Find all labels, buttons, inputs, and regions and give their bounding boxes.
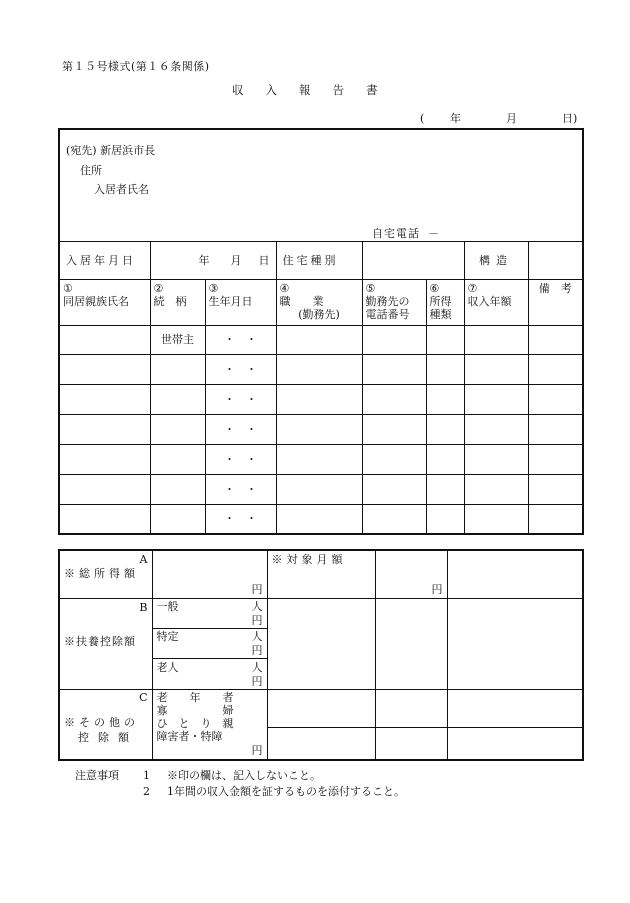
annual-income-cell[interactable] — [464, 384, 528, 414]
header-label: 勤務先の — [365, 294, 410, 308]
elderly-label: 老人 — [156, 660, 179, 674]
work-phone-cell[interactable] — [362, 325, 426, 354]
general-people: 人 — [251, 599, 263, 613]
phone-dash: － — [428, 227, 439, 240]
report-date — [420, 110, 577, 126]
note-text: ※印の欄は、記入しないこと。 — [167, 769, 321, 782]
family-name-cell[interactable] — [59, 354, 150, 384]
birthdate-cell[interactable]: ・ ・ — [205, 414, 276, 444]
occupation-cell[interactable] — [276, 354, 362, 384]
work-phone-cell[interactable] — [362, 384, 426, 414]
other-deduction-area-5[interactable] — [375, 727, 447, 760]
page-title: 収入報告書 — [232, 83, 400, 97]
dependent-area-1[interactable] — [267, 598, 375, 689]
header-num: ⑦ — [467, 281, 478, 295]
table-row — [59, 354, 583, 384]
other-deduction-area-4[interactable] — [267, 727, 375, 760]
disability-line: 障害者・特障 — [156, 729, 223, 743]
elderly-dependent-cell[interactable] — [152, 658, 267, 689]
target-monthly-field[interactable] — [375, 550, 447, 598]
dependent-deduction-label: ※扶養控除額 — [64, 634, 136, 648]
header-sub: 電話番号 — [365, 307, 410, 321]
date-day: 日) — [562, 112, 578, 125]
income-type-cell[interactable] — [426, 414, 464, 444]
remarks-cell[interactable] — [528, 384, 583, 414]
remarks-cell[interactable] — [528, 325, 583, 354]
header-label: 備 考 — [538, 281, 572, 295]
housing-type-label: 住宅種別 — [276, 241, 362, 279]
annual-income-cell[interactable] — [464, 414, 528, 444]
relation-cell[interactable] — [150, 474, 205, 504]
header-num: ⑤ — [365, 281, 376, 295]
table-row — [59, 414, 583, 444]
family-name-cell[interactable] — [59, 474, 150, 504]
occupation-cell[interactable] — [276, 325, 362, 354]
occupation-cell[interactable] — [276, 384, 362, 414]
income-type-cell[interactable] — [426, 474, 464, 504]
remarks-cell[interactable] — [528, 504, 583, 534]
work-phone-cell[interactable] — [362, 444, 426, 474]
specific-people: 人 — [251, 629, 263, 643]
income-type-cell[interactable] — [426, 384, 464, 414]
home-phone-label: 自宅電話 — [372, 227, 420, 240]
annual-income-cell[interactable] — [464, 474, 528, 504]
header-work-phone — [362, 279, 426, 325]
work-phone-cell[interactable] — [362, 504, 426, 534]
family-name-cell[interactable] — [59, 384, 150, 414]
table-row — [59, 444, 583, 474]
relation-cell[interactable] — [150, 504, 205, 534]
table-row — [59, 504, 583, 534]
header-label: 職 業 — [279, 294, 324, 308]
move-in-day: 日 — [258, 253, 270, 267]
header-sub: (勤務先) — [298, 307, 340, 321]
widow-line: 寡 婦 — [156, 703, 234, 717]
form-number: 第１５号様式(第１６条関係) — [62, 60, 210, 73]
header-label: 続 柄 — [153, 294, 187, 308]
header-num: ① — [63, 281, 73, 295]
date-year: 年 — [450, 112, 461, 125]
birthdate-cell[interactable]: ・ ・ — [205, 474, 276, 504]
dependent-area-3[interactable] — [447, 598, 583, 689]
specific-dependent-cell[interactable] — [152, 628, 267, 658]
total-income-field[interactable] — [152, 550, 267, 598]
income-type-cell[interactable] — [426, 354, 464, 384]
note-text: 1年間の収入金額を証するものを添付すること。 — [167, 785, 405, 798]
header-annual-income — [464, 279, 528, 325]
header-remarks — [528, 279, 583, 325]
annual-income-cell[interactable] — [464, 504, 528, 534]
general-label: 一般 — [156, 599, 179, 613]
header-family-name — [59, 279, 150, 325]
other-deduction-label-1: ※その他の — [64, 715, 139, 729]
work-phone-cell[interactable] — [362, 414, 426, 444]
other-deduction-area-6[interactable] — [447, 727, 583, 760]
relation-cell[interactable] — [150, 354, 205, 384]
work-phone-cell[interactable] — [362, 474, 426, 504]
total-income-label-cell — [59, 550, 152, 598]
general-yen: 円 — [251, 613, 263, 627]
annual-income-cell[interactable] — [464, 354, 528, 384]
dependent-deduction-label-cell — [59, 598, 152, 689]
move-in-date-field[interactable] — [150, 241, 276, 279]
header-label: 生年月日 — [208, 294, 253, 308]
housing-type-field[interactable] — [362, 241, 464, 279]
header-num: ④ — [279, 281, 290, 295]
total-income-label: ※総所得額 — [64, 567, 139, 580]
remarks-cell[interactable] — [528, 414, 583, 444]
note-number: 2 — [143, 785, 150, 798]
table-row — [59, 384, 583, 414]
header-occupation — [276, 279, 362, 325]
birthdate-cell[interactable]: ・ ・ — [205, 354, 276, 384]
dependent-area-2[interactable] — [375, 598, 447, 689]
relation-cell[interactable] — [150, 414, 205, 444]
other-deduction-area-1[interactable] — [267, 689, 375, 727]
structure-field[interactable] — [528, 241, 583, 279]
single-parent-line: ひ と り 親 — [156, 716, 234, 730]
move-in-date-label: 入居年月日 — [59, 241, 150, 279]
birthdate-cell[interactable]: ・ ・ — [205, 384, 276, 414]
elderly-people: 人 — [251, 660, 263, 674]
income-calculation-table — [58, 549, 584, 761]
birthdate-cell[interactable]: ・ ・ — [205, 325, 276, 354]
address-label: 住所 — [80, 164, 102, 177]
occupation-cell[interactable] — [276, 414, 362, 444]
birthdate-cell[interactable]: ・ ・ — [205, 444, 276, 474]
birthdate-cell[interactable]: ・ ・ — [205, 504, 276, 534]
elderly-yen: 円 — [251, 674, 263, 688]
remarks-cell[interactable] — [528, 444, 583, 474]
header-num: ② — [153, 281, 164, 295]
target-monthly-label: ※対象月額 — [271, 553, 347, 566]
income-type-cell[interactable] — [426, 325, 464, 354]
elderly-person-line: 老 年 者 — [156, 690, 234, 704]
resident-info-table — [58, 128, 584, 535]
family-name-cell[interactable] — [59, 504, 150, 534]
notes — [75, 768, 405, 800]
table-row — [59, 474, 583, 504]
target-monthly-label-cell — [267, 550, 375, 598]
header-label: 収入年額 — [467, 294, 512, 308]
structure-label: 構造 — [464, 241, 528, 279]
occupation-cell[interactable] — [276, 474, 362, 504]
header-num: ③ — [208, 281, 219, 295]
total-income-yen: 円 — [251, 582, 263, 596]
move-in-year: 年 — [198, 253, 210, 267]
family-name-cell[interactable] — [59, 325, 150, 354]
target-monthly-extra[interactable] — [447, 550, 583, 598]
header-income-type — [426, 279, 464, 325]
header-relation — [150, 279, 205, 325]
other-deduction-area-3[interactable] — [447, 689, 583, 727]
a-letter: A — [139, 553, 148, 566]
other-deduction-label-2: 控除額 — [78, 730, 138, 744]
general-dependent-cell[interactable] — [152, 598, 267, 628]
other-deduction-area-2[interactable] — [375, 689, 447, 727]
family-name-cell[interactable] — [59, 414, 150, 444]
relation-cell[interactable] — [150, 384, 205, 414]
date-month: 月 — [506, 112, 517, 125]
other-deduction-types-cell[interactable] — [152, 689, 267, 760]
b-letter: B — [139, 600, 148, 614]
notes-spacer — [75, 784, 143, 800]
header-birthdate — [205, 279, 276, 325]
target-monthly-yen: 円 — [431, 582, 443, 596]
header-label: 同居親族氏名 — [63, 294, 129, 308]
family-name-cell[interactable] — [59, 444, 150, 474]
specific-label: 特定 — [156, 629, 179, 643]
income-type-cell[interactable] — [426, 444, 464, 474]
resident-name-label: 入居者氏名 — [94, 183, 149, 196]
work-phone-cell[interactable] — [362, 354, 426, 384]
notes-label: 注意事項 — [75, 769, 119, 782]
addressee: (宛先) 新居浜市長 — [66, 144, 156, 157]
remarks-cell[interactable] — [528, 474, 583, 504]
other-deduction-types — [157, 691, 234, 743]
header-label: 所得 — [429, 294, 452, 308]
note-number: 1 — [143, 769, 150, 782]
c-letter: C — [139, 690, 148, 704]
annual-income-cell[interactable] — [464, 325, 528, 354]
relation-cell[interactable] — [150, 444, 205, 474]
move-in-month: 月 — [230, 253, 242, 267]
date-open: ( — [420, 112, 425, 125]
table-row — [59, 325, 583, 354]
relation-cell[interactable]: 世帯主 — [150, 325, 205, 354]
other-deduction-yen: 円 — [251, 744, 263, 757]
remarks-cell[interactable] — [528, 354, 583, 384]
specific-yen: 円 — [251, 643, 263, 657]
address-block — [59, 129, 583, 241]
income-type-cell[interactable] — [426, 504, 464, 534]
header-num: ⑥ — [429, 281, 440, 295]
annual-income-cell[interactable] — [464, 444, 528, 474]
occupation-cell[interactable] — [276, 504, 362, 534]
other-deduction-label-cell — [59, 689, 152, 760]
occupation-cell[interactable] — [276, 444, 362, 474]
header-sub: 種類 — [429, 307, 452, 321]
